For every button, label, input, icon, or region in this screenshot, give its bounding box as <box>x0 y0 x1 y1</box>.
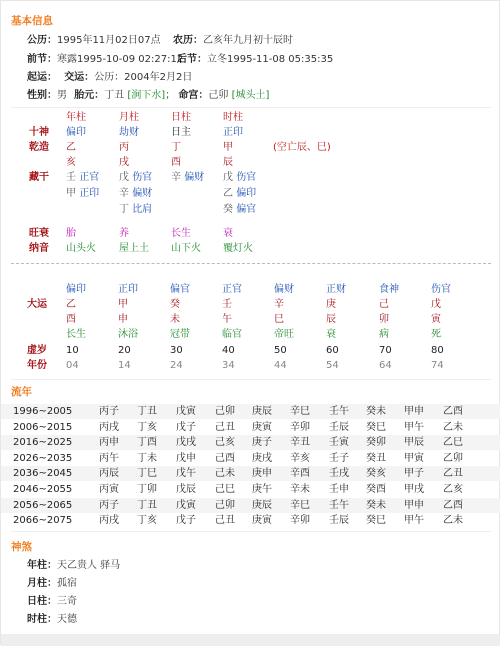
houjie-value: 立冬1995-11-08 05:35:35 <box>207 54 334 65</box>
pillar-header-month: 月柱 <box>119 112 139 123</box>
nayin-year: 山头火 <box>66 243 96 254</box>
wangshuai-label: 旺衰 <box>29 228 49 239</box>
gan-day: 丁 <box>171 142 181 153</box>
separator: ； <box>165 90 176 101</box>
liunian-ganzhi: 戊寅 <box>176 406 196 417</box>
jiaoyun-value: 公历：2004年2月2日 <box>94 72 193 83</box>
xusui-label: 虚岁 <box>27 345 47 356</box>
taiyuan-value: 丁丑 <box>104 90 125 101</box>
liunian-ganzhi: 乙酉 <box>443 499 463 511</box>
liunian-ganzhi: 辛卯 <box>290 421 310 433</box>
liunian-range: 2066~2075 <box>13 515 73 527</box>
dayun-nianfen: 44 <box>274 360 287 371</box>
liunian-ganzhi: 丙子 <box>99 499 119 511</box>
liunian-ganzhi: 庚午 <box>252 484 272 495</box>
dayun-gan: 辛 <box>274 299 284 310</box>
nongli-value: 乙亥年九月初十辰时 <box>203 35 293 46</box>
liunian-ganzhi: 庚寅 <box>252 421 272 433</box>
shensha-row-year <box>27 559 120 572</box>
dayun-nianfen: 54 <box>326 360 339 371</box>
shishen-day: 日主 <box>171 127 191 138</box>
shensha-value: 孤宿 <box>57 578 77 589</box>
canggan-shishen: 偏财 <box>184 172 205 183</box>
liunian-ganzhi: 丙寅 <box>99 484 119 495</box>
pillar-header-hour: 时柱 <box>223 112 243 123</box>
canggan-stem: 壬 <box>66 172 76 183</box>
dayun-changsheng: 衰 <box>326 329 336 340</box>
liunian-ganzhi: 丁酉 <box>137 437 157 449</box>
dayun-gan: 乙 <box>66 299 76 310</box>
dayun-nianfen: 64 <box>379 360 392 371</box>
canggan-stem: 辛 <box>119 188 129 199</box>
shensha-label: 月柱： <box>27 578 57 589</box>
nayin-label: 纳音 <box>29 243 49 254</box>
liunian-ganzhi: 壬辰 <box>329 421 349 433</box>
canggan-item <box>223 171 256 184</box>
canggan-shishen: 伤官 <box>132 172 153 183</box>
canggan-item <box>66 171 99 184</box>
dayun-changsheng: 病 <box>379 329 389 340</box>
dayun-zhi: 未 <box>170 314 180 325</box>
liunian-ganzhi: 戊午 <box>176 468 196 480</box>
nayin-day: 山下火 <box>171 243 201 254</box>
liunian-range: 2056~2065 <box>13 499 73 511</box>
liunian-ganzhi: 辛亥 <box>290 452 310 464</box>
row-stripe <box>1 498 500 513</box>
dayun-xusui: 40 <box>222 345 235 356</box>
liunian-ganzhi: 戊申 <box>176 452 196 464</box>
liunian-ganzhi: 戊子 <box>176 421 196 433</box>
wangshuai-hour: 衰 <box>223 228 233 239</box>
liunian-ganzhi: 壬辰 <box>329 515 349 527</box>
dayun-zhi: 卯 <box>379 314 389 325</box>
shishen-hour: 正印 <box>223 127 243 138</box>
divider <box>11 379 491 380</box>
nongli-row <box>173 34 293 47</box>
qianzao-label: 乾造 <box>29 142 49 153</box>
dayun-zhi: 午 <box>222 314 232 325</box>
xingbie-value: 男 <box>57 90 67 101</box>
canggan-stem: 戊 <box>223 172 233 183</box>
nianfen-label: 年份 <box>27 360 47 371</box>
liunian-ganzhi: 辛巳 <box>290 406 310 417</box>
dayun-changsheng: 临官 <box>222 329 242 340</box>
liunian-ganzhi: 丙子 <box>99 406 119 417</box>
liunian-ganzhi: 庚子 <box>252 437 272 449</box>
dayun-xusui: 70 <box>379 345 392 356</box>
divider-dashed <box>11 263 491 264</box>
canggan-stem: 戊 <box>119 172 129 183</box>
liunian-ganzhi: 辛酉 <box>290 468 310 480</box>
liunian-ganzhi: 壬戌 <box>329 468 349 480</box>
liunian-ganzhi: 甲申 <box>404 499 424 511</box>
dayun-nianfen: 74 <box>431 360 444 371</box>
liunian-ganzhi: 乙卯 <box>443 452 463 464</box>
zhi-month: 戌 <box>119 157 129 168</box>
xingbie-label: 性别： <box>27 90 57 101</box>
liunian-ganzhi: 丁丑 <box>137 406 157 417</box>
shensha-row-month <box>27 577 77 590</box>
liunian-ganzhi: 辛巳 <box>290 499 310 511</box>
section-title-liunian: 流年 <box>11 386 32 398</box>
section-title-shensha: 神煞 <box>11 541 32 553</box>
minggong-value: 己卯 <box>208 90 229 101</box>
liunian-ganzhi: 戊辰 <box>176 484 196 495</box>
dayun-shishen: 偏印 <box>66 284 86 295</box>
qianjie-row <box>27 53 183 66</box>
kongwang-note: (空亡辰、巳) <box>273 142 331 153</box>
liunian-ganzhi: 庚申 <box>252 468 272 480</box>
dayun-changsheng: 沐浴 <box>118 329 138 340</box>
liunian-ganzhi: 丁巳 <box>137 468 157 480</box>
canggan-stem: 丁 <box>119 204 129 215</box>
liunian-ganzhi: 癸巳 <box>366 421 386 433</box>
liunian-ganzhi: 癸未 <box>366 499 386 511</box>
wangshuai-day: 长生 <box>171 228 191 239</box>
liunian-ganzhi: 庚寅 <box>252 515 272 527</box>
row-stripe <box>1 435 500 450</box>
canggan-stem: 辛 <box>171 172 181 183</box>
liunian-ganzhi: 癸丑 <box>366 452 386 464</box>
jiaoyun-label: 交运： <box>64 72 95 83</box>
liunian-ganzhi: 甲申 <box>404 406 424 417</box>
liunian-ganzhi: 戊戌 <box>176 437 196 449</box>
gan-month: 丙 <box>119 142 129 153</box>
liunian-ganzhi: 癸卯 <box>366 437 386 449</box>
liunian-ganzhi: 甲午 <box>404 515 424 527</box>
dayun-zhi: 辰 <box>326 314 336 325</box>
canggan-stem: 甲 <box>66 188 76 199</box>
liunian-ganzhi: 壬子 <box>329 452 349 464</box>
dayun-shishen: 伤官 <box>431 284 451 295</box>
liunian-ganzhi: 庚戌 <box>252 452 272 464</box>
shensha-row-hour <box>27 613 77 626</box>
pillar-header-day: 日柱 <box>171 112 191 123</box>
liunian-ganzhi: 甲戌 <box>404 484 424 495</box>
liunian-ganzhi: 丁卯 <box>137 484 157 495</box>
canggan-shishen: 偏印 <box>236 188 257 199</box>
dayun-gan: 壬 <box>222 299 232 310</box>
dayun-gan: 己 <box>379 299 389 310</box>
liunian-ganzhi: 丁亥 <box>137 515 157 527</box>
liunian-ganzhi: 丙戌 <box>99 421 119 433</box>
dayun-zhi: 申 <box>118 314 128 325</box>
liunian-ganzhi: 壬寅 <box>329 437 349 449</box>
liunian-ganzhi: 乙未 <box>443 515 463 527</box>
shishen-month: 劫财 <box>119 127 139 138</box>
dayun-changsheng: 长生 <box>66 329 86 340</box>
gan-year: 乙 <box>66 142 76 153</box>
liunian-ganzhi: 乙亥 <box>443 484 463 495</box>
liunian-ganzhi: 乙未 <box>443 421 463 433</box>
canggan-shishen: 偏官 <box>236 204 257 215</box>
wangshuai-month: 养 <box>119 228 129 239</box>
xingbie-row <box>27 89 269 102</box>
liunian-ganzhi: 癸未 <box>366 406 386 417</box>
canggan-item <box>119 203 152 216</box>
qianjie-label: 前节： <box>27 54 57 65</box>
qianjie-value: 寒露1995-10-09 02:27:12 <box>57 54 184 65</box>
shishen-year: 偏印 <box>66 127 86 138</box>
dayun-xusui: 30 <box>170 345 183 356</box>
bottom-bar <box>1 634 500 646</box>
canggan-shishen: 正印 <box>79 188 100 199</box>
zhi-day: 酉 <box>171 157 181 168</box>
taiyuan-nayin: [涧下水] <box>127 90 166 101</box>
liunian-range: 2036~2045 <box>13 468 73 480</box>
canggan-label: 藏干 <box>29 172 49 183</box>
dayun-changsheng: 死 <box>431 329 441 340</box>
liunian-ganzhi: 己丑 <box>215 515 235 527</box>
liunian-ganzhi: 辛卯 <box>290 515 310 527</box>
qiyun-row <box>27 71 192 84</box>
dayun-shishen: 正官 <box>222 284 242 295</box>
dayun-xusui: 10 <box>66 345 79 356</box>
liunian-ganzhi: 丙午 <box>99 452 119 464</box>
liunian-range: 2016~2025 <box>13 437 73 449</box>
dayun-gan: 癸 <box>170 299 180 310</box>
dayun-nianfen: 14 <box>118 360 131 371</box>
houjie-row <box>177 53 333 66</box>
canggan-item <box>119 187 152 200</box>
dayun-zhi: 巳 <box>274 314 284 325</box>
liunian-ganzhi: 丙辰 <box>99 468 119 480</box>
liunian-ganzhi: 戊子 <box>176 515 196 527</box>
liunian-ganzhi: 戊寅 <box>176 499 196 511</box>
liunian-ganzhi: 甲午 <box>404 421 424 433</box>
divider <box>11 107 491 108</box>
zhi-year: 亥 <box>66 157 76 168</box>
divider <box>11 531 491 532</box>
dayun-label: 大运 <box>27 299 47 310</box>
liunian-ganzhi: 乙酉 <box>443 406 463 417</box>
row-stripe <box>1 466 500 481</box>
liunian-ganzhi: 己丑 <box>215 421 235 433</box>
nongli-label: 农历： <box>173 35 203 46</box>
dayun-nianfen: 04 <box>66 360 79 371</box>
liunian-ganzhi: 癸亥 <box>366 468 386 480</box>
dayun-xusui: 50 <box>274 345 287 356</box>
liunian-ganzhi: 己酉 <box>215 452 235 464</box>
dayun-changsheng: 冠带 <box>170 329 190 340</box>
liunian-ganzhi: 己卯 <box>215 406 235 417</box>
liunian-ganzhi: 己未 <box>215 468 235 480</box>
dayun-shishen: 正财 <box>326 284 346 295</box>
liunian-ganzhi: 庚辰 <box>252 499 272 511</box>
dayun-zhi: 寅 <box>431 314 441 325</box>
shishen-label: 十神 <box>29 127 49 138</box>
canggan-item <box>66 187 99 200</box>
wangshuai-year: 胎 <box>66 228 76 239</box>
liunian-ganzhi: 甲寅 <box>404 452 424 464</box>
canggan-item <box>223 187 256 200</box>
liunian-ganzhi: 癸巳 <box>366 515 386 527</box>
liunian-ganzhi: 乙巳 <box>443 437 463 449</box>
shensha-row-day <box>27 595 77 608</box>
minggong-nayin: [城头土] <box>231 90 270 101</box>
shensha-label: 年柱： <box>27 560 57 571</box>
minggong-label: 命宫： <box>178 90 209 101</box>
canggan-item <box>223 203 256 216</box>
zhi-hour: 辰 <box>223 157 233 168</box>
gan-hour: 甲 <box>223 142 233 153</box>
liunian-ganzhi: 己亥 <box>215 437 235 449</box>
pillar-header-year: 年柱 <box>66 112 86 123</box>
nayin-hour: 覆灯火 <box>223 243 253 254</box>
liunian-ganzhi: 辛未 <box>290 484 310 495</box>
canggan-stem: 乙 <box>223 188 233 199</box>
canggan-shishen: 伤官 <box>236 172 257 183</box>
liunian-ganzhi: 丁未 <box>137 452 157 464</box>
liunian-ganzhi: 庚辰 <box>252 406 272 417</box>
liunian-range: 2026~2035 <box>13 452 73 464</box>
liunian-ganzhi: 甲辰 <box>404 437 424 449</box>
liunian-range: 1996~2005 <box>13 406 73 417</box>
taiyuan-label: 胎元： <box>74 90 105 101</box>
dayun-gan: 戊 <box>431 299 441 310</box>
canggan-shishen: 比肩 <box>132 204 153 215</box>
shensha-value: 三奇 <box>57 596 77 607</box>
liunian-range: 2046~2055 <box>13 484 73 495</box>
canggan-shishen: 正官 <box>79 172 100 183</box>
canggan-item <box>171 171 204 184</box>
liunian-ganzhi: 乙丑 <box>443 468 463 480</box>
dayun-shishen: 偏官 <box>170 284 190 295</box>
liunian-ganzhi: 壬午 <box>329 499 349 511</box>
liunian-ganzhi: 丁亥 <box>137 421 157 433</box>
liunian-ganzhi: 丁丑 <box>137 499 157 511</box>
dayun-changsheng: 帝旺 <box>274 329 294 340</box>
liunian-ganzhi: 壬午 <box>329 406 349 417</box>
shensha-value: 天乙贵人 驿马 <box>57 560 121 571</box>
canggan-shishen: 偏财 <box>132 188 153 199</box>
liunian-range: 2006~2015 <box>13 421 73 433</box>
liunian-ganzhi: 己巳 <box>215 484 235 495</box>
liunian-ganzhi: 己卯 <box>215 499 235 511</box>
gongli-label: 公历： <box>27 35 57 46</box>
dayun-xusui: 60 <box>326 345 339 356</box>
liunian-ganzhi: 丙戌 <box>99 515 119 527</box>
nayin-month: 屋上土 <box>119 243 149 254</box>
dayun-xusui: 80 <box>431 345 444 356</box>
dayun-xusui: 20 <box>118 345 131 356</box>
shensha-label: 日柱： <box>27 596 57 607</box>
liunian-ganzhi: 癸酉 <box>366 484 386 495</box>
liunian-ganzhi: 丙申 <box>99 437 119 449</box>
dayun-shishen: 偏财 <box>274 284 294 295</box>
gongli-value: 1995年11月02日07点 <box>57 35 161 46</box>
gongli-row <box>27 34 161 47</box>
dayun-gan: 甲 <box>118 299 128 310</box>
dayun-shishen: 食神 <box>379 284 399 295</box>
qiyun-label: 起运： <box>27 72 57 83</box>
dayun-zhi: 酉 <box>66 314 76 325</box>
shensha-value: 天德 <box>57 614 77 625</box>
canggan-stem: 癸 <box>223 204 233 215</box>
dayun-nianfen: 34 <box>222 360 235 371</box>
row-stripe <box>1 404 500 419</box>
liunian-ganzhi: 甲子 <box>404 468 424 480</box>
dayun-shishen: 正印 <box>118 284 138 295</box>
houjie-label: 后节： <box>177 54 207 65</box>
liunian-ganzhi: 辛丑 <box>290 437 310 449</box>
dayun-nianfen: 24 <box>170 360 183 371</box>
liunian-ganzhi: 壬申 <box>329 484 349 495</box>
shensha-label: 时柱： <box>27 614 57 625</box>
dayun-gan: 庚 <box>326 299 336 310</box>
canggan-item <box>119 171 152 184</box>
section-title-basic: 基本信息 <box>11 15 53 27</box>
